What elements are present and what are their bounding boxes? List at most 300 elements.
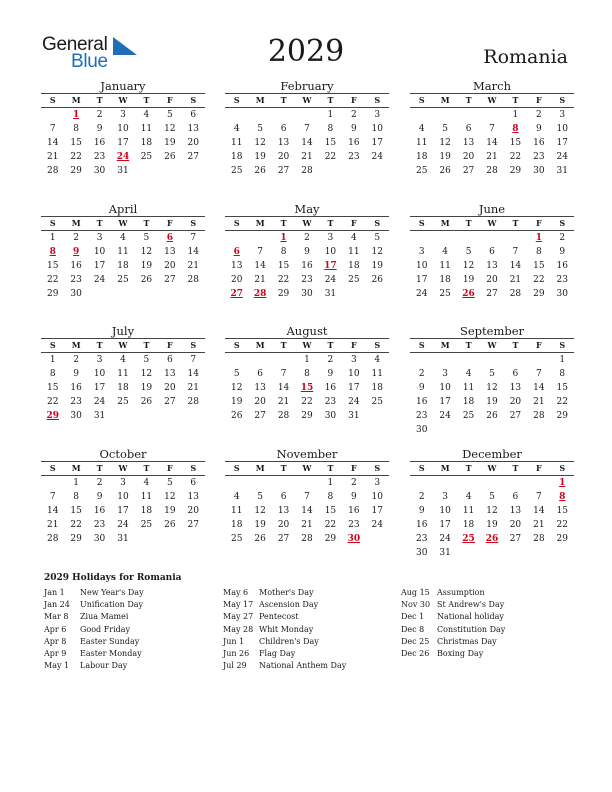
day-cell: 15 — [556, 506, 568, 516]
day-cell: 6 — [512, 369, 519, 379]
day-cell: 24 — [371, 152, 383, 162]
day-cell: 30 — [556, 289, 568, 299]
week-row — [41, 518, 205, 532]
day-cell: 19 — [254, 520, 266, 530]
empty-day-cell — [527, 476, 550, 490]
month-name: December — [462, 447, 522, 461]
empty-day-cell — [225, 353, 248, 367]
day-cell: 12 — [486, 383, 498, 393]
day-cell: 4 — [465, 369, 472, 379]
day-cell: 20 — [509, 520, 522, 530]
day-cell: 11 — [462, 383, 475, 393]
day-cell: 30 — [415, 548, 428, 558]
day-cell: 5 — [143, 355, 150, 365]
day-cell: 22 — [70, 520, 82, 530]
day-cell: 25 — [117, 275, 129, 285]
day-cell: 20 — [254, 397, 266, 407]
day-cell: 17 — [117, 506, 129, 516]
weekday-header: M — [255, 340, 265, 350]
day-cell: 5 — [442, 124, 448, 134]
weekday-header: M — [440, 463, 450, 473]
day-cell: 7 — [190, 355, 197, 365]
weekday-header-row — [410, 462, 574, 475]
day-cell: 29 — [301, 411, 313, 421]
weekday-header: M — [71, 340, 81, 350]
day-cell: 16 — [70, 261, 82, 271]
day-cell: 26 — [164, 152, 176, 162]
weekday-header: T — [96, 340, 103, 350]
empty-day-cell — [248, 108, 271, 122]
day-cell: 4 — [465, 492, 472, 502]
day-cell: 12 — [254, 506, 266, 516]
weekday-header: S — [418, 463, 425, 473]
week-row — [410, 273, 574, 287]
weekday-header: M — [440, 218, 450, 228]
weekday-header: W — [118, 218, 128, 228]
holiday-item — [223, 599, 403, 611]
empty-day-cell — [135, 409, 158, 423]
empty-day-cell — [319, 164, 342, 178]
week-row — [410, 476, 574, 490]
weekday-header: M — [255, 218, 265, 228]
day-cell: 16 — [324, 383, 337, 393]
empty-day-cell — [135, 287, 158, 301]
day-cell: 17 — [439, 397, 451, 407]
holiday-item — [223, 636, 403, 648]
day-cell: 21 — [509, 275, 522, 285]
holidays-title: 2029 Holidays for Romania — [44, 573, 182, 583]
weekday-header: W — [302, 463, 312, 473]
holiday-name: St Andrew's Day — [437, 600, 505, 610]
day-cell: 31 — [117, 534, 129, 544]
weekday-header: M — [71, 95, 81, 105]
holiday-date: May 6 — [223, 588, 249, 597]
day-cell: 9 — [559, 247, 566, 257]
day-cell: 12 — [462, 261, 475, 271]
day-cell: 15 — [277, 261, 290, 271]
week-row — [225, 353, 389, 367]
day-cell: 9 — [350, 492, 357, 502]
day-cell: 19 — [164, 138, 176, 148]
holiday-day-cell: 17 — [324, 261, 337, 271]
day-cell: 27 — [486, 289, 498, 299]
month-january — [41, 79, 205, 178]
month-march — [410, 79, 574, 178]
day-cell: 26 — [486, 411, 498, 421]
day-cell: 23 — [93, 152, 106, 162]
empty-day-cell — [480, 231, 503, 245]
week-row — [225, 108, 389, 122]
day-cell: 9 — [418, 506, 425, 516]
month-name: June — [478, 202, 506, 216]
empty-day-cell — [342, 287, 365, 301]
day-cell: 9 — [73, 369, 79, 379]
weekday-header-row — [41, 217, 205, 230]
day-cell: 19 — [164, 506, 176, 516]
day-cell: 23 — [533, 152, 545, 162]
day-cell: 22 — [324, 152, 337, 162]
day-cell: 13 — [164, 369, 176, 379]
day-cell: 10 — [93, 369, 106, 379]
weekday-header: S — [559, 340, 566, 350]
day-cell: 5 — [489, 369, 495, 379]
day-cell: 8 — [280, 247, 287, 257]
holiday-day-cell: 27 — [230, 289, 243, 299]
day-cell: 2 — [559, 233, 566, 243]
empty-day-cell — [182, 532, 205, 546]
day-cell: 17 — [117, 138, 129, 148]
day-cell: 14 — [533, 506, 545, 516]
week-row — [225, 504, 389, 518]
day-cell: 3 — [96, 355, 103, 365]
month-name: April — [108, 202, 138, 216]
day-cell: 20 — [509, 397, 522, 407]
week-row — [410, 353, 574, 367]
day-cell: 5 — [374, 233, 381, 243]
empty-day-cell — [248, 231, 271, 245]
holiday-name: Christmas Day — [437, 636, 497, 646]
day-cell: 5 — [166, 110, 173, 120]
week-row — [41, 532, 205, 546]
day-cell: 17 — [93, 383, 106, 393]
day-cell: 27 — [277, 166, 290, 176]
week-row — [41, 381, 205, 395]
holiday-name: National holiday — [437, 612, 504, 622]
holiday-day-cell: 1 — [535, 233, 542, 243]
weekday-header-row — [41, 94, 205, 107]
empty-day-cell — [225, 476, 248, 490]
day-cell: 30 — [324, 411, 337, 421]
day-cell: 16 — [348, 138, 360, 148]
weekday-header: T — [143, 95, 150, 105]
weekday-header: T — [327, 340, 334, 350]
holiday-day-cell: 1 — [280, 233, 287, 243]
holiday-item — [44, 599, 224, 611]
day-cell: 26 — [140, 275, 153, 285]
day-cell: 15 — [556, 383, 568, 393]
day-cell: 3 — [120, 110, 126, 120]
weekday-header: F — [351, 463, 357, 473]
holiday-date: May 17 — [223, 600, 254, 610]
day-cell: 11 — [140, 124, 153, 134]
week-row — [41, 164, 205, 178]
day-cell: 21 — [301, 520, 313, 530]
day-cell: 18 — [117, 383, 129, 393]
day-cell: 21 — [277, 397, 290, 407]
day-cell: 7 — [280, 369, 287, 379]
month-june — [410, 202, 574, 301]
day-cell: 24 — [439, 534, 451, 544]
week-row — [41, 504, 205, 518]
day-cell: 21 — [533, 397, 545, 407]
day-cell: 28 — [533, 411, 545, 421]
day-cell: 22 — [277, 275, 290, 285]
weekday-header: F — [167, 340, 173, 350]
holiday-name: Boxing Day — [437, 648, 484, 658]
country-name: Romania — [483, 46, 568, 68]
day-cell: 23 — [415, 411, 428, 421]
week-row — [41, 367, 205, 381]
day-cell: 30 — [301, 289, 313, 299]
day-cell: 3 — [374, 110, 381, 120]
empty-day-cell — [410, 231, 433, 245]
week-row — [410, 395, 574, 409]
empty-day-cell — [366, 164, 389, 178]
holiday-day-cell: 8 — [512, 124, 519, 134]
weekday-header-row — [225, 339, 389, 352]
day-cell: 13 — [486, 261, 498, 271]
holiday-date: Nov 30 — [401, 600, 431, 610]
day-cell: 27 — [164, 275, 176, 285]
holiday-name: Good Friday — [80, 624, 131, 634]
day-cell: 2 — [96, 110, 103, 120]
empty-day-cell — [225, 108, 248, 122]
month-name: September — [459, 324, 525, 338]
empty-day-cell — [457, 108, 480, 122]
day-cell: 4 — [418, 124, 425, 134]
weekday-header: W — [302, 218, 312, 228]
day-cell: 1 — [304, 355, 310, 365]
week-row — [41, 136, 205, 150]
month-name: October — [99, 447, 147, 461]
holiday-name: Ziua Mamei — [80, 612, 129, 622]
day-cell: 28 — [509, 289, 522, 299]
day-cell: 12 — [486, 506, 498, 516]
day-cell: 20 — [462, 152, 475, 162]
day-cell: 25 — [371, 397, 383, 407]
weekday-header: S — [418, 95, 425, 105]
day-cell: 9 — [327, 369, 334, 379]
weekday-header: M — [440, 95, 450, 105]
day-cell: 31 — [348, 411, 360, 421]
weekday-header: M — [255, 463, 265, 473]
day-cell: 7 — [512, 247, 519, 257]
day-cell: 22 — [324, 520, 337, 530]
week-row — [225, 367, 389, 381]
day-cell: 3 — [442, 369, 448, 379]
day-cell: 6 — [190, 478, 197, 488]
day-cell: 28 — [486, 166, 498, 176]
day-cell: 18 — [462, 397, 475, 407]
day-cell: 23 — [70, 275, 82, 285]
day-cell: 29 — [556, 534, 568, 544]
week-row — [225, 273, 389, 287]
month-name: January — [100, 79, 146, 93]
day-cell: 22 — [46, 397, 59, 407]
month-name: March — [473, 79, 511, 93]
weekday-header: T — [143, 340, 150, 350]
empty-day-cell — [182, 164, 205, 178]
day-cell: 26 — [230, 411, 243, 421]
day-cell: 28 — [277, 411, 290, 421]
day-cell: 29 — [70, 534, 82, 544]
holiday-item — [223, 660, 403, 672]
week-row — [225, 476, 389, 490]
day-cell: 20 — [164, 261, 176, 271]
empty-day-cell — [366, 287, 389, 301]
weekday-header: T — [327, 463, 334, 473]
day-cell: 16 — [556, 261, 568, 271]
day-cell: 11 — [140, 492, 153, 502]
day-cell: 12 — [140, 369, 153, 379]
day-cell: 27 — [187, 520, 199, 530]
weekday-header: S — [559, 218, 566, 228]
day-cell: 31 — [556, 166, 568, 176]
day-cell: 1 — [327, 110, 334, 120]
day-cell: 14 — [509, 261, 522, 271]
weekday-header: T — [96, 95, 103, 105]
week-row — [410, 231, 574, 245]
day-cell: 29 — [46, 289, 59, 299]
week-row — [410, 532, 574, 546]
weekday-header: F — [167, 95, 173, 105]
holiday-name: Flag Day — [259, 648, 296, 658]
page-title-year: 2029 — [267, 34, 345, 69]
day-cell: 24 — [93, 397, 106, 407]
day-cell: 22 — [509, 152, 522, 162]
empty-day-cell — [551, 546, 574, 560]
day-cell: 28 — [187, 275, 199, 285]
day-cell: 24 — [348, 397, 360, 407]
day-cell: 2 — [304, 233, 310, 243]
day-cell: 30 — [93, 534, 106, 544]
holiday-item — [223, 587, 403, 599]
weekday-header: S — [374, 95, 381, 105]
day-cell: 18 — [415, 152, 428, 162]
day-cell: 12 — [439, 138, 451, 148]
day-cell: 11 — [371, 369, 383, 379]
day-cell: 21 — [187, 383, 199, 393]
week-row — [225, 490, 389, 504]
day-cell: 31 — [93, 411, 106, 421]
day-cell: 5 — [233, 369, 240, 379]
day-cell: 6 — [280, 124, 287, 134]
weekday-header: T — [465, 218, 472, 228]
day-cell: 18 — [439, 275, 451, 285]
day-cell: 12 — [230, 383, 243, 393]
day-cell: 21 — [301, 152, 313, 162]
holiday-name: National Anthem Day — [259, 661, 347, 671]
weekday-header: M — [440, 340, 450, 350]
day-cell: 13 — [164, 247, 176, 257]
day-cell: 18 — [371, 383, 383, 393]
month-name: May — [294, 202, 320, 216]
holiday-day-cell: 8 — [49, 247, 56, 257]
day-cell: 14 — [46, 506, 59, 516]
day-cell: 2 — [73, 355, 79, 365]
weekday-header: T — [280, 463, 287, 473]
day-cell: 1 — [512, 110, 519, 120]
day-cell: 23 — [93, 520, 106, 530]
holiday-item — [44, 624, 224, 636]
day-cell: 23 — [301, 275, 313, 285]
holiday-day-cell: 28 — [253, 289, 267, 299]
day-cell: 4 — [442, 247, 448, 257]
day-cell: 4 — [374, 355, 381, 365]
holiday-date: May 27 — [223, 612, 254, 622]
day-cell: 29 — [277, 289, 290, 299]
weekday-header: F — [351, 95, 357, 105]
weekday-header: S — [418, 340, 425, 350]
day-cell: 9 — [350, 124, 357, 134]
weekday-header: S — [49, 95, 56, 105]
day-cell: 11 — [230, 506, 243, 516]
day-cell: 6 — [489, 247, 495, 257]
week-row — [410, 150, 574, 164]
day-cell: 20 — [164, 383, 176, 393]
holiday-day-cell: 1 — [73, 110, 80, 120]
empty-day-cell — [295, 108, 318, 122]
day-cell: 27 — [509, 534, 522, 544]
holiday-day-cell: 6 — [166, 233, 173, 243]
empty-day-cell — [504, 231, 527, 245]
weekday-header: F — [536, 95, 542, 105]
day-cell: 25 — [140, 152, 153, 162]
day-cell: 13 — [462, 138, 475, 148]
month-name: July — [111, 324, 135, 338]
empty-day-cell — [504, 476, 527, 490]
holiday-item — [401, 648, 581, 660]
day-cell: 3 — [374, 478, 381, 488]
day-cell: 19 — [140, 261, 153, 271]
day-cell: 19 — [230, 397, 243, 407]
weekday-header: S — [374, 218, 381, 228]
day-cell: 8 — [535, 247, 542, 257]
week-row — [41, 108, 205, 122]
day-cell: 25 — [348, 275, 360, 285]
empty-day-cell — [480, 546, 503, 560]
holiday-day-cell: 26 — [485, 534, 499, 544]
day-cell: 28 — [301, 166, 313, 176]
empty-day-cell — [480, 108, 503, 122]
day-cell: 23 — [348, 152, 360, 162]
day-cell: 19 — [254, 152, 266, 162]
day-cell: 7 — [489, 124, 495, 134]
day-cell: 21 — [486, 152, 498, 162]
day-cell: 17 — [371, 138, 383, 148]
holiday-day-cell: 9 — [73, 247, 80, 257]
empty-day-cell — [457, 231, 480, 245]
day-cell: 24 — [117, 520, 129, 530]
day-cell: 1 — [49, 233, 56, 243]
empty-day-cell — [182, 287, 205, 301]
day-cell: 19 — [371, 261, 383, 271]
holiday-day-cell: 8 — [559, 492, 566, 502]
weekday-header: W — [302, 340, 312, 350]
day-cell: 13 — [509, 383, 522, 393]
empty-day-cell — [527, 546, 550, 560]
day-cell: 19 — [486, 520, 498, 530]
weekday-header: M — [255, 95, 265, 105]
holiday-date: Dec 8 — [401, 624, 425, 634]
day-cell: 25 — [117, 397, 129, 407]
empty-day-cell — [433, 423, 456, 437]
week-row — [225, 150, 389, 164]
weekday-header: W — [302, 95, 312, 105]
month-december — [410, 447, 574, 560]
day-cell: 16 — [533, 138, 545, 148]
day-cell: 1 — [327, 478, 334, 488]
day-cell: 11 — [462, 506, 475, 516]
day-cell: 10 — [117, 492, 129, 502]
day-cell: 31 — [117, 166, 129, 176]
week-row — [410, 409, 574, 423]
holiday-name: Labour Day — [80, 661, 128, 671]
day-cell: 12 — [254, 138, 266, 148]
week-row — [225, 381, 389, 395]
day-cell: 14 — [486, 138, 498, 148]
week-row — [410, 245, 574, 259]
